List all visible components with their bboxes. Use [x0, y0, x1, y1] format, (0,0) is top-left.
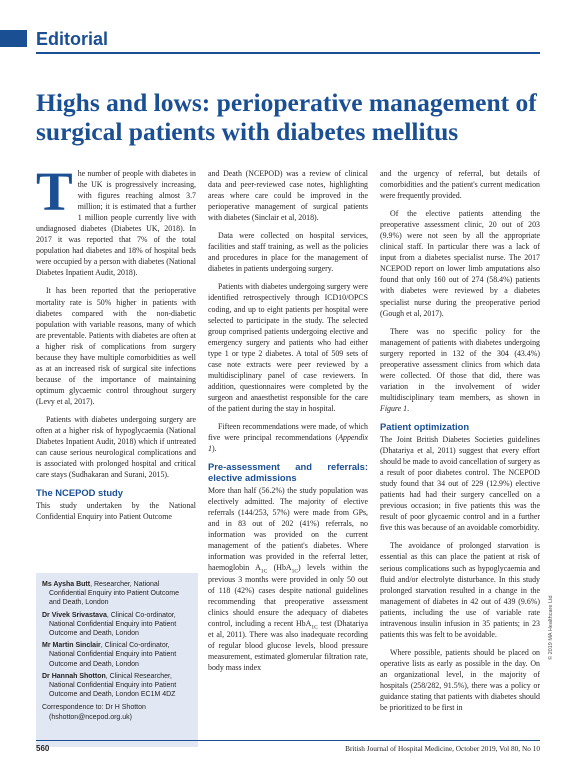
paragraph: The avoidance of prolonged starvation is essential as this can place the patient at risk of serious complications such as hypoglycaemia and fluid and/or electrolyte disturbance. In this study prolonged starvation resulted in a change in the management of diabetes in 42 out of 439 (9.6%) patients, including the use of variable rate intravenous insulin infusion in 35 patients; in 23 patients this was felt to be avoidable. [380, 541, 540, 639]
section-bar [0, 30, 27, 47]
page-number: 560 [36, 744, 50, 753]
section-heading: The NCEPOD study [36, 487, 123, 499]
column-3 [380, 168, 540, 720]
paragraph: More than half (56.2%) the study population was electively admitted. The majority of elective referrals (144/253, 57%) were made from GPs, and in 83 out of 202 (41%) referrals, no information was provided on the current management of the patient's diabetes. Where information was provided in the referral letter, haemoglobin $A_{1C}$ (HbA$_{1C}$) levels within the previous 3 months were provided in only 50 out of 118 (42%) cases despite national guidelines recommending that preoperative assessment clinics should ensure the adequacy of diabetes control, including a recent HbA$_{1C}$ test (Dhatariya et al, 2011). There was also inadequate recording of regular blood glucose levels, blood pressure measurement, estimated glomerular filtration rate, body mass index [208, 486, 368, 672]
paragraph: There was no specific policy for the management of patients with diabetes undergoing surgery reported in 132 of the 304 (43.4%) preoperative assessment clinics from which data were collected. Of those that did, there was variation in the involvement of wider multidisciplinary team members, as shown in Figure 1. [380, 326, 540, 413]
journal-citation: British Journal of Hospital Medicine, October 2019, Vol 80, No 10 [345, 744, 540, 753]
author-entry: Mr Martin Sinclair, Clinical Co-ordinator, National Confidential Enquiry into Patient Outcome and Death, London [42, 642, 177, 668]
author-entry: Dr Hannah Shotton, Clinical Researcher, National Confidential Enquiry into Patient Outcome and Death, London EC1M 4DZ [42, 672, 177, 699]
copyright-notice: © 2019 MA Healthcare Ltd [548, 595, 554, 660]
paragraph: Where possible, patients should be placed on operative lists as early as possible in the day. On an organizational level, in the majority of hospitals (258/282, 91.5%), there was a policy or guidance stating that patients with diabetes should be prioritized to be first in [380, 647, 540, 713]
author-entry: Dr Vivek Srivastava, Clinical Co-ordinator, National Confidential Enquiry into Patient Outcome and Death, London [42, 611, 177, 638]
paragraph: Patients with diabetes undergoing surgery are often at a higher risk of hypoglycaemia (National Diabetes Inpatient Audit, 2018) which if untreated can cause serious neurological complications and is associated with prolonged hospital and critical care stays (Sudhakaran and Surani, 2015). [36, 414, 196, 480]
column-2 [208, 168, 368, 680]
section-heading: Patient optimization [380, 420, 470, 432]
paragraph: It has been reported that the perioperative mortality rate is 50% higher in patients with diabetes compared with the non-diabetic population with variable reasons, many of which are preventable. Patients with diabetes are often at a higher risk of complications from surgery because they have multiple comorbidities as well as at an increased risk of surgical site infections because of the importance of maintaining optimum glycaemic control throughout surgery (Levy et al, 2017). [36, 286, 196, 406]
correspondence: Correspondence to: Dr H Shotton (hshotton@ncepod.org.uk) [42, 704, 146, 721]
figure-link[interactable]: Figure 1 [380, 403, 408, 413]
section-label: Editorial [36, 29, 109, 49]
appendix-link[interactable]: Appendix 1 [208, 433, 368, 454]
email-link[interactable]: (hshotton@ncepod.org.uk) [49, 713, 132, 721]
column-1 [36, 161, 196, 529]
paragraph: Patients with diabetes undergoing surgery were identified retrospectively through ICD10/OPCS coding, and up to eight patients per hospital were selected to participate in the study. The selected group comprised patients undergoing elective and emergency surgery and patients who had either type 1 or type 2 diabetes. A total of 509 sets of case note extracts were peer reviewed by a multidisciplinary panel of case reviewers. In addition, questionnaires were completed by the surgeon and anaesthetist responsible for the care of the patient during the stay in hospital. [208, 282, 368, 413]
footer-rule [36, 740, 540, 741]
paragraph: Fifteen recommendations were made, of which five were principal recommendations (Appendix 1). [208, 421, 368, 454]
paragraph: and the urgency of referral, but details of comorbidities and the patient's current medication were frequently provided. [380, 169, 540, 201]
section-heading: Pre-assessment and referrals: elective admissions [208, 461, 368, 484]
author-box [36, 573, 198, 747]
paragraph: Of the elective patients attending the preoperative assessment clinic, 20 out of 203 (9.9%) were not seen by all the appropriate clinical staff. In particular there was a lack of input from a diabetes specialist nurse. The 2017 NCEPOD report on lower limb amputations also found that only 160 out of 274 (58.4%) patients with diabetes were reviewed by a diabetes specialist nurse during the preoperative period (Gough et al, 2017). [380, 209, 540, 318]
author-entry: Ms Aysha Butt, Researcher, National Confidential Enquiry into Patient Outcome and Death, London [42, 581, 179, 607]
paragraph: This study undertaken by the National Confidential Enquiry into Patient Outcome [36, 501, 196, 522]
paragraph: Data were collected on hospital services, facilities and staff training, as well as the policies and procedures in place for the management of diabetes in patients undergoing surgery. [208, 231, 368, 274]
article-title: Highs and lows: perioperative management of surgical patients with diabetes mellitus [36, 88, 537, 146]
section-rule [36, 52, 540, 54]
drop-cap: T [36, 161, 73, 222]
paragraph: The Joint British Diabetes Societies guidelines (Dhatariya et al, 2011) suggest that every effort should be made to avoid cancellation of surgery as a result of poor diabetes control. The NCEPOD study found that 34 out of 229 (12.9%) elective patients had had their surgery cancelled on a previous occasion; in five patients this was the result of poor glycaemic control and in a further five this was because of an avoidable comorbidity. [380, 434, 540, 533]
paragraph: The number of people with diabetes in the UK is progressively increasing, with figures reaching almost 3.7 million; it is estimated that a further 1 million people currently live with undiagnosed diabetes (Diabetes UK, 2018). In 2017 it was reported that 7% of the total population had diabetes and 18% of hospital beds were occupied by a person with diabetes (National Diabetes Inpatient Audit, 2018). [36, 161, 196, 278]
paragraph: and Death (NCEPOD) was a review of clinical data and peer-reviewed case notes, highlighting areas where care could be improved in the perioperative management of surgical patients with diabetes (Sinclair et al, 2018). [208, 169, 368, 223]
